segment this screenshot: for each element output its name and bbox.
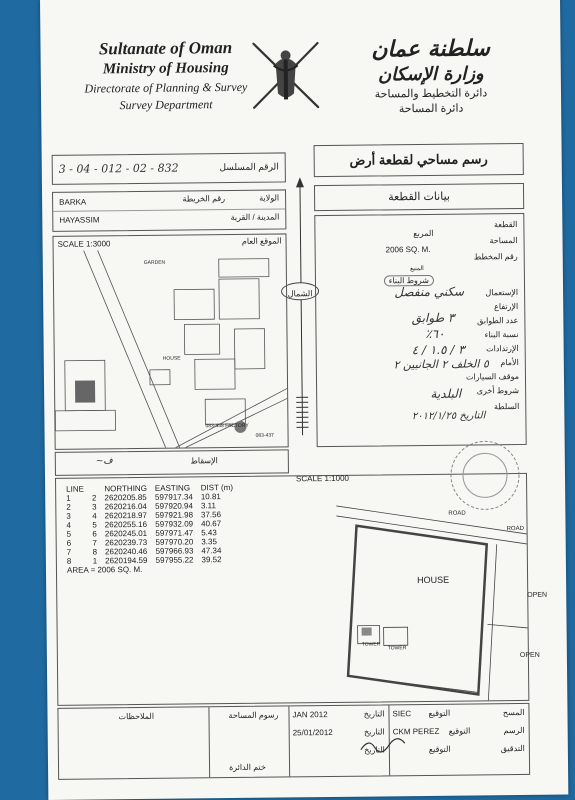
wilayat-label: الولاية	[259, 193, 280, 203]
parking-label: موقف السيارات	[465, 372, 520, 382]
header-line-ministry: Ministry of Housing	[102, 60, 229, 78]
notes-label: الملاحظات	[118, 711, 155, 722]
sign-label-3: التوقيع	[428, 744, 451, 754]
location-map-scale: SCALE 1:3000	[57, 239, 111, 249]
header-ar-directorate: دائرة التخطيط والمساحة	[374, 87, 488, 101]
map-label-house: HOUSE	[162, 355, 181, 362]
drawn-value: CKM PEREZ	[392, 726, 440, 737]
table-row: 2 3 2620216.04 597920.94 3.11	[66, 501, 216, 512]
signature-icon	[359, 735, 409, 756]
header-ar-department: دائرة المساحة	[398, 102, 464, 116]
hand-floors: ٣ طوابق	[411, 310, 455, 326]
header-english	[70, 38, 261, 114]
surveyed-label: المسح	[502, 707, 525, 718]
area-total: AREA = 2006 SQ. M.	[66, 564, 143, 575]
square-label: المربع	[413, 228, 434, 239]
serial-label: الرقم المسلسل	[219, 161, 279, 173]
department-stamp-icon	[445, 435, 526, 516]
height-label: الإرتفاع	[494, 302, 519, 312]
north-arrow-icon	[288, 177, 315, 439]
header-arabic	[330, 35, 531, 116]
location-map-label: الموقع العام	[241, 236, 282, 246]
hand-ratio: ٦٠٪	[425, 326, 445, 341]
wilayat-value: BARKA	[59, 197, 87, 207]
plot-data-heading-box	[314, 183, 524, 211]
zone-label: المنيع	[410, 265, 424, 273]
table-row: 5 6 2620245.01 597971.47 5.43	[66, 528, 217, 539]
coord-header-dist: DIST (m)	[200, 483, 234, 493]
hand-setbacks: ٣ / ١.٥ / ٤	[411, 342, 465, 358]
floors-label: عدد الطوابق	[477, 316, 519, 326]
date-label-2: التاريخ	[363, 727, 385, 737]
footer-box	[57, 703, 530, 780]
main-title: رسم مساحي لقطعة أرض	[349, 151, 488, 168]
location-map-box	[52, 233, 288, 449]
table-row: 3 4 2620218.97 597921.98 37.56	[66, 510, 222, 521]
area-label: المساحة	[489, 236, 518, 246]
front-label: الأمام	[500, 358, 519, 368]
use-label: الإستعمال	[485, 288, 519, 298]
stamp-label: ختم الدائرة	[229, 762, 266, 773]
projection-box	[55, 449, 289, 475]
header-line-directorate: Directorate of Planning & Survey	[84, 79, 248, 96]
date-label-1: التاريخ	[363, 709, 385, 719]
table-row: 7 8 2620240.46 597966.93 47.34	[66, 546, 222, 557]
serial-box	[52, 152, 286, 184]
stamp-cell	[208, 706, 290, 777]
date-2: 25/01/2012	[292, 727, 333, 738]
coordinates-table	[62, 483, 238, 575]
header-line-department: Survey Department	[119, 97, 213, 113]
map-label-garden: GARDEN	[143, 259, 166, 266]
hand-date: التاريخ ٢٠١٢/١/٢٥	[411, 410, 486, 423]
projection-sign-icon: ~ف	[95, 456, 113, 467]
conditions-label: شروط البناء	[384, 275, 434, 287]
header-line-sultanate: Sultanate of Oman	[98, 37, 233, 59]
road-label-2: ROAD	[506, 525, 524, 533]
map-number-label: رقم الخريطة	[182, 194, 226, 204]
table-row: 6 7 2620239.73 597970.20 3.35	[66, 537, 217, 548]
ratio-label: نسبة البناء	[484, 330, 519, 340]
date-1: JAN 2012	[292, 710, 328, 720]
sign-label-1: التوقيع	[428, 708, 451, 718]
title-box	[314, 143, 524, 177]
village-value: HAYASSIM	[59, 215, 100, 225]
open-label-1: OPEN	[527, 591, 548, 599]
table-row: 4 5 2620255.16 597932.09 40.67	[66, 519, 222, 530]
checked-label: التدقيق	[500, 743, 525, 754]
plot-label: القطعة	[493, 220, 518, 230]
header-ar-ministry: وزارة الإسكان	[377, 63, 484, 86]
tower-label-1: TOWER	[361, 641, 381, 648]
date-label-3: التاريخ	[364, 745, 385, 755]
authority-label: السلطة	[493, 402, 520, 412]
plot-map-scale: SCALE 1:1000	[295, 473, 350, 484]
location-box	[52, 189, 286, 231]
coord-header-line: LINE	[66, 484, 84, 494]
plot-map-drawing	[336, 504, 528, 702]
map-label-plot: 083-437	[255, 432, 274, 439]
table-row: 1 2 2620205.85 597917.34 10.81	[66, 492, 221, 503]
village-label: المدينة / القرية	[230, 212, 280, 223]
signatures-cell	[388, 704, 529, 775]
tower-label-2: TOWER	[387, 645, 407, 652]
area-value: 2006 SQ. M.	[385, 244, 431, 255]
serial-value: 3 - 04 - 012 - 02 - 832	[58, 161, 179, 176]
plot-data-heading: بيانات القطعة	[388, 190, 451, 204]
fees-label: رسوم المساحة	[228, 710, 279, 721]
road-label-1: ROAD	[448, 510, 466, 517]
sign-label-2: التوقيع	[448, 726, 471, 736]
hand-use: سكني منفصل	[394, 284, 465, 300]
table-row: 8 1 2620194.59 597955.22 39.52	[66, 555, 222, 566]
house-label: HOUSE	[417, 574, 450, 586]
surveyed-value: SIEC	[392, 709, 412, 719]
north-label: الشمال	[287, 289, 313, 299]
setbacks-label: الإرتدادات	[486, 344, 519, 354]
coord-header-northing: NORTHING	[104, 483, 147, 494]
projection-label: الإسقاط	[190, 456, 218, 466]
header-ar-sultanate: سلطنة عمان	[371, 35, 490, 63]
hand-other: البلدية	[430, 386, 462, 401]
plan-label: رقم المخطط	[473, 252, 518, 262]
open-label-2: OPEN	[519, 651, 540, 660]
plot-data-box	[314, 213, 526, 447]
drawn-label: الرسم	[503, 725, 525, 736]
location-map-drawing	[54, 248, 288, 448]
coord-header-easting: EASTING	[154, 483, 191, 493]
map-label-factory: 083-438 FACTORY	[205, 422, 249, 430]
hand-front: ٥ الخلف ٢ الجانبين ٢	[393, 357, 489, 372]
oman-emblem-icon	[245, 35, 326, 116]
survey-sheet	[40, 0, 568, 800]
other-label: شروط أخرى	[476, 386, 520, 396]
notes-cell	[58, 707, 210, 779]
